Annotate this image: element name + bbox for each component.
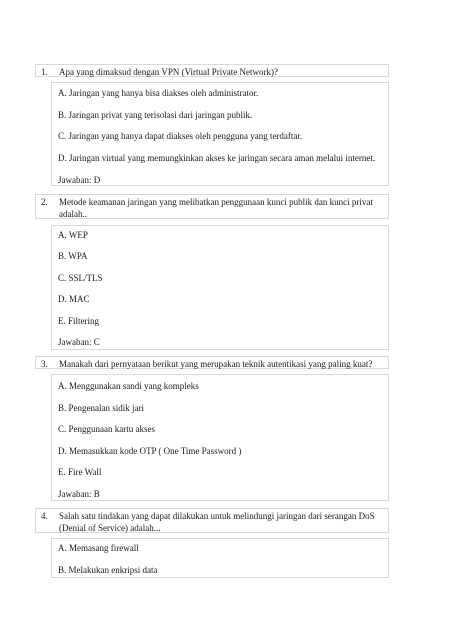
question-1: [35, 64, 389, 77]
question-number: 1.: [41, 67, 48, 77]
question-2: [35, 194, 389, 219]
option-b: B. Jaringan privat yang terisolasi dari jaringan publik.: [58, 110, 253, 120]
question-number: 2.: [41, 197, 48, 207]
option-d: D. Memasukkan kode OTP ( One Time Password ): [58, 446, 242, 456]
question-text: Salah satu tindakan yang dapat dilakukan untuk melindungi jaringan dari serangan DoS (Denial of Service) adalah...: [59, 511, 375, 533]
answer-text: Jawaban: D: [58, 175, 101, 185]
option-c: C. SSL/TLS: [58, 273, 103, 283]
option-e: E. Fire Wall: [58, 467, 102, 477]
answer-text: Jawaban: C: [58, 337, 100, 347]
answer-block-3: [51, 374, 389, 501]
option-a: A. Memasang firewall: [58, 543, 139, 553]
question-text: Apa yang dimaksud dengan VPN (Virtual Private Network)?: [59, 67, 278, 77]
option-a: A. WEP: [58, 230, 88, 240]
option-d: D. MAC: [58, 294, 90, 304]
question-3: [35, 356, 389, 369]
option-d: D. Jaringan virtual yang memungkinkan akses ke jaringan secara aman melalui internet.: [58, 153, 376, 163]
question-text: Metode keamanan jaringan yang melibatkan penggunaan kunci publik dan kunci privat adalah..: [59, 197, 373, 219]
question-text: Manakah dari pernyataan berikut yang merupakan teknik autentikasi yang paling kuat?: [59, 359, 373, 369]
option-b: B. Pengenalan sidik jari: [58, 403, 144, 413]
answer-text: Jawaban: B: [58, 489, 100, 499]
option-b: B. WPA: [58, 251, 88, 261]
option-b: B. Melakukan enkripsi data: [58, 565, 158, 575]
question-4: [35, 508, 389, 533]
option-c: C. Penggunaan kartu akses: [58, 424, 155, 434]
option-a: A. Jaringan yang hanya bisa diakses oleh administrator.: [58, 88, 259, 98]
answer-block-1: [51, 82, 389, 186]
question-number: 3.: [41, 359, 48, 369]
option-c: C. Jaringan yang hanya dapat diakses oleh pengguna yang terdaftar.: [58, 131, 303, 141]
answer-block-2: [51, 225, 389, 350]
answer-block-4: [51, 538, 389, 578]
option-a: A. Menggunakan sandi yang kompleks: [58, 381, 199, 391]
question-number: 4.: [41, 511, 48, 521]
option-e: E. Filtering: [58, 316, 99, 326]
